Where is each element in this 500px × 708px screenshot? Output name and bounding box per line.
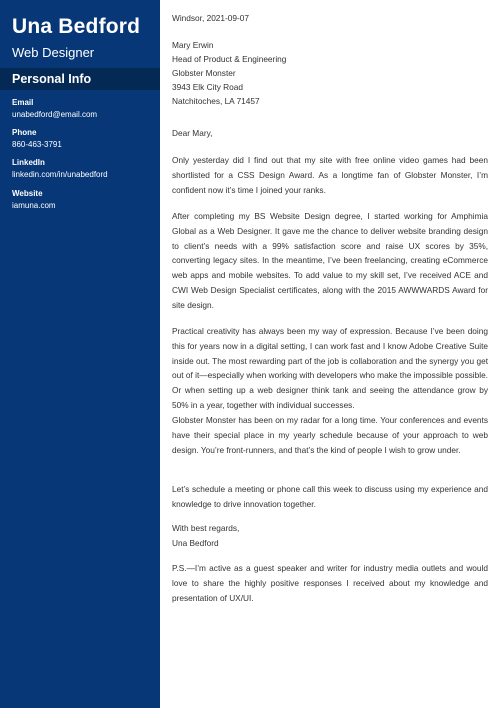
candidate-title: Web Designer	[12, 45, 95, 60]
paragraph-3: Practical creativity has always been my way of expression. Because I’ve been doing this for years now in a digital setting, I can work fast and I know Adobe Creative Suite inside out. The most rewarding part of the job is collaboration and the synergy you get out of it—especially when working with developers who make the impossible possible. Or when setting up a web designer think tank and seeing the attendance grow by 50% in a year, together with individual successes.	[172, 326, 488, 410]
paragraph-5: Let’s schedule a meeting or phone call this week to discuss using my experience and knowledge to drive innovation together.	[172, 484, 488, 509]
sidebar	[0, 0, 160, 708]
salutation: Dear Mary,	[172, 128, 213, 138]
paragraph-2: After completing my BS Website Design degree, I started working for Amphimia Global as a Web Designer. It gave me the chance to deliver website branding design to client’s needs with a 99% satisfaction score and raise UX scores by 35%, converting legacy sites. In the meantime, I’ve been freelancing, creating eCommerce web apps and mobile websites. To add value to my skill set, I’ve received ACE and CWI Web Design Specialist certificates, along with the 2015 AWWWARDS Award for site design.	[172, 211, 488, 310]
recipient-position: Head of Product & Engineering	[172, 54, 287, 64]
linkedin-label: LinkedIn	[12, 158, 45, 167]
recipient-city: Natchitoches, LA 71457	[172, 96, 260, 106]
signature: Una Bedford	[172, 538, 219, 548]
closing: With best regards,	[172, 523, 240, 533]
personal-info-header	[0, 68, 160, 90]
candidate-name: Una Bedford	[12, 15, 141, 38]
email-label: Email	[12, 98, 34, 107]
personal-info-heading: Personal Info	[12, 72, 92, 86]
paragraph-4: Globster Monster has been on my radar for a long time. Your conferences and events have their special place in my yearly schedule because of your approach to web design. You’re front-runners, and that’s the kind of people I wish to grow under.	[172, 415, 488, 455]
letter-date: Windsor, 2021-09-07	[172, 13, 250, 23]
recipient-street: 3943 Elk City Road	[172, 82, 244, 92]
paragraph-1: Only yesterday did I find out that my site with free online video games had been shortlisted for a CSS Design Award. As a longtime fan of Globster Monster, I’m confident now it’s time I joined your ranks.	[172, 155, 488, 195]
linkedin-value[interactable]: linkedin.com/in/unabedford	[12, 170, 108, 179]
website-label: Website	[12, 189, 43, 198]
recipient-name: Mary Erwin	[172, 40, 214, 50]
phone-value[interactable]: 860-463-3791	[12, 140, 62, 149]
postscript: P.S.—I’m active as a guest speaker and writer for industry media outlets and would love to share the highly positive responses I received about my knowledge and presentation of UX/UI.	[172, 563, 488, 603]
phone-label: Phone	[12, 128, 37, 137]
website-value[interactable]: iamuna.com	[12, 201, 56, 210]
recipient-company: Globster Monster	[172, 68, 236, 78]
email-value[interactable]: unabedford@email.com	[12, 110, 98, 119]
